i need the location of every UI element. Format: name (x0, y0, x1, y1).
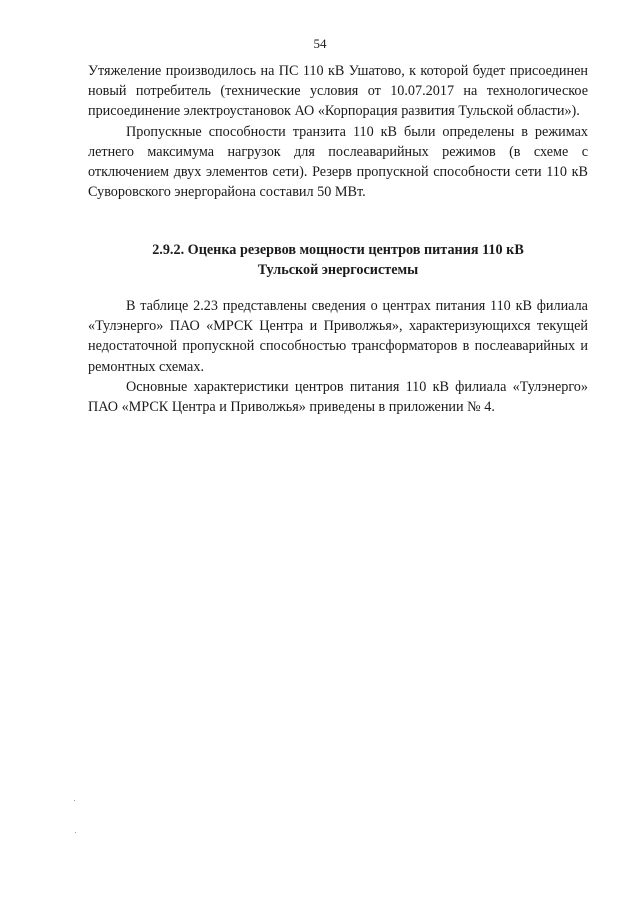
text-section-power-centers (88, 296, 588, 417)
paragraph-appendix-reference: Основные характеристики центров питания 110 кВ филиала «Тулэнерго» ПАО «МРСК Центра и Приволжья» приведены в приложении № 4. (88, 378, 588, 416)
paragraph-transit-capacity: Пропускные способности транзита 110 кВ были определены в режимах летнего максимума нагрузок для послеаварийных режимов (в схеме с отключением двух элементов сети). Резерв пропускной способности сети 110 кВ Суворовского энергорайона составил 50 МВт. (88, 123, 588, 201)
section-heading (88, 240, 588, 280)
paragraph-table-reference: В таблице 2.23 представлены сведения о центрах питания 110 кВ филиала «Тулэнерго» ПАО «МРСК Центра и Приволжья», характеризующихся текущей недостаточной пропускной способностью трансформаторов в послеаварийных и ремонтных схемах. (88, 298, 588, 375)
paragraph-ushatovo-load: Утяжеление производилось на ПС 110 кВ Ушатово, к которой будет присоединен новый потребитель (технические условия от 10.07.2017 на технологическое присоединение электроустановок АО «Корпорация развития Тульской области»). (88, 63, 588, 120)
text-section-transit (88, 61, 588, 202)
scan-speck (75, 832, 76, 833)
section-heading-line-2: Тульской энергосистемы (257, 262, 419, 279)
section-heading-line-1: 2.9.2. Оценка резервов мощности центров питания 110 кВ (152, 242, 524, 258)
scan-speck (74, 800, 75, 801)
page-number: 54 (313, 36, 327, 51)
